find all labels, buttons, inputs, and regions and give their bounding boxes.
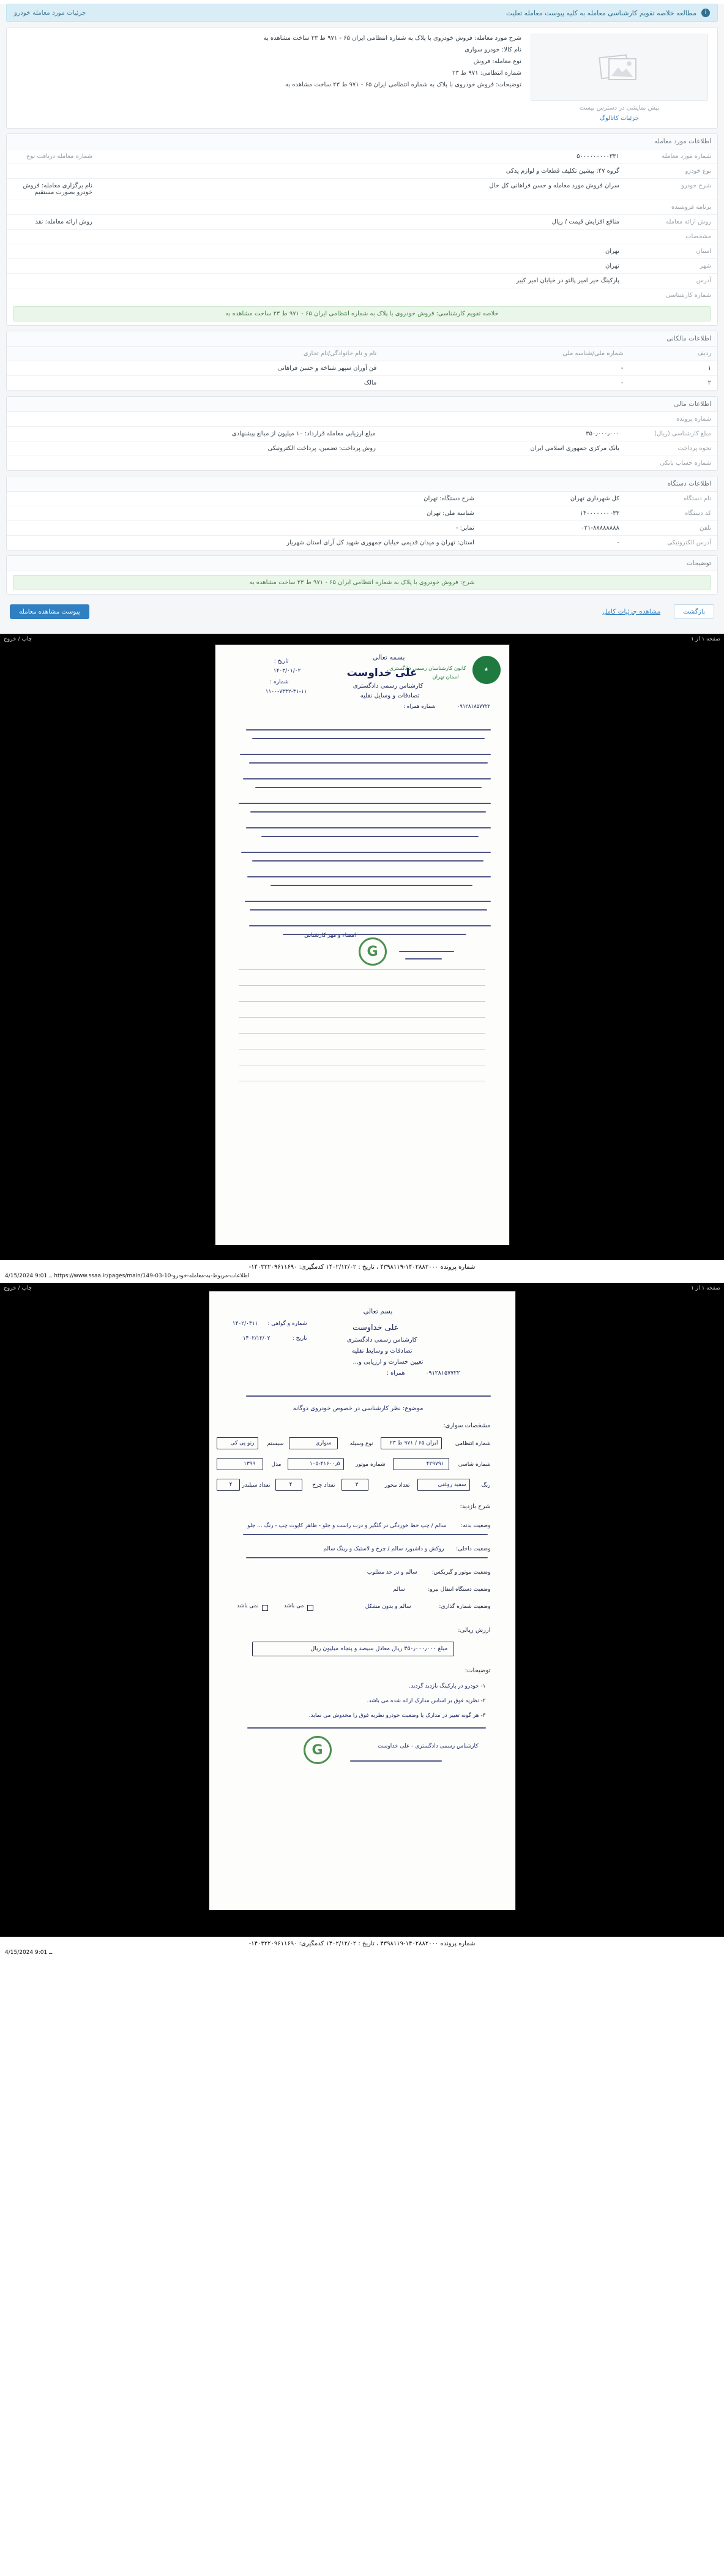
engine-condition-label: وضعیت موتور و گیربکس: bbox=[431, 1569, 491, 1575]
table-row bbox=[7, 288, 717, 303]
row-value-2: شرح دستگاه: تهران bbox=[7, 492, 480, 506]
print-url-caption-2: 4/15/2024 9:01 ــ bbox=[0, 1948, 724, 1959]
date-label-2: تاریخ : bbox=[292, 1335, 307, 1342]
cell: - bbox=[383, 361, 629, 376]
field-box-8[interactable] bbox=[275, 1479, 302, 1491]
field-label-6: رنگ bbox=[481, 1482, 491, 1489]
table-row bbox=[7, 200, 717, 215]
row-value: ۵۰۰۰۰۰۰۰۰۰۳۳۱ bbox=[99, 149, 625, 164]
section-title: توضیحات bbox=[7, 556, 717, 571]
row-value: ۱۴۰۰۰۰۰۰۰۰۳۳ bbox=[480, 506, 625, 521]
section-title: اطلاعات مورد معامله bbox=[7, 134, 717, 149]
remarks-note: شرح: فروش خودروی با پلاک به شماره انتظامی ایران ۶۵ - ۹۷۱ ط ۲۳ ساخت مشاهده به bbox=[13, 575, 711, 590]
note-item: ۱- خودرو در پارکینگ بازدید گردید. bbox=[409, 1683, 486, 1689]
expert-role-2-2: تصادفات و وسایط نقلیه bbox=[351, 1348, 412, 1354]
row-key: شماره کارشناسی bbox=[665, 292, 711, 299]
notice-text: مطالعه خلاصه تقویم کارشناسی معامله به کلیه پیوست معامله تعلیت bbox=[506, 9, 696, 17]
row-key: کد دستگاه bbox=[625, 506, 717, 521]
thumbnail-column bbox=[528, 34, 711, 122]
image-placeholder-icon bbox=[531, 34, 708, 101]
expert-name: علی خداوست bbox=[346, 667, 417, 679]
summary-card bbox=[6, 27, 718, 129]
row-value bbox=[7, 200, 625, 215]
row-value: سران فروش مورد معامله و حسن فراهانی کل حال bbox=[99, 179, 625, 200]
app-page bbox=[0, 4, 724, 634]
print-footer-2 bbox=[0, 1937, 724, 1959]
field-label-1: نوع وسیله bbox=[349, 1441, 373, 1447]
expert-summary-note: خلاصه تقویم کارشناسی: فروش خودروی با پلاک به شماره انتظامی ایران ۶۵ - ۹۷۱ ط ۲۳ ساخت مشاهده به bbox=[13, 306, 711, 321]
print-label[interactable]: چاپ / خروج bbox=[4, 636, 32, 642]
registration-condition-label: وضعیت شماره گذاری: bbox=[439, 1604, 491, 1610]
thumbnail-caption: پیش نمایشی در دسترس نیست bbox=[579, 105, 660, 111]
number-label-2: شماره و گواهی : bbox=[267, 1321, 307, 1327]
financial-table bbox=[7, 412, 717, 470]
drivetrain-condition-value: سالم bbox=[393, 1587, 405, 1593]
viewer-toolbar-left[interactable] bbox=[4, 636, 32, 642]
checkbox-yes[interactable] bbox=[307, 1605, 313, 1611]
table-row bbox=[7, 230, 717, 244]
row-value: تهران bbox=[7, 259, 625, 274]
row-key: مبلغ کارشناسی (ریال) bbox=[625, 427, 717, 441]
expert-role-1-2: کارشناس رسمی دادگستری bbox=[346, 1337, 417, 1343]
notes-label: توضیحات: bbox=[465, 1667, 491, 1674]
section-transaction-info bbox=[6, 133, 718, 326]
cell: - bbox=[383, 376, 629, 391]
scanned-page-2 bbox=[209, 1291, 515, 1910]
table-row bbox=[7, 164, 717, 179]
field-value-1: سواری bbox=[315, 1440, 332, 1446]
handwritten-body bbox=[215, 724, 509, 1067]
owners-table bbox=[7, 347, 717, 391]
table-row bbox=[7, 506, 717, 521]
date-label: تاریخ : bbox=[274, 658, 289, 664]
field-box-5[interactable] bbox=[217, 1458, 263, 1470]
row-value: ۳۵۰٫۰۰۰٫۰۰۰ bbox=[382, 427, 625, 441]
row-value: تهران bbox=[7, 244, 625, 259]
number-label: شماره : bbox=[270, 679, 289, 685]
row-key: آدرس الکترونیکی bbox=[667, 539, 711, 546]
registration-condition-value: سالم و بدون مشکل bbox=[365, 1604, 411, 1610]
cell: ۲ bbox=[630, 376, 717, 391]
body-condition-value: سالم / چپ خط خوردگی در گلگیر و درب راست و جلو - ظاهر کاپوت چپ - رنگ ... جلو bbox=[247, 1523, 447, 1529]
field-value-5: ۱۳۹۹ bbox=[244, 1461, 256, 1467]
page-indicator: صفحه ۱ از ۱ bbox=[691, 1285, 720, 1291]
viewer-toolbar-left-2[interactable] bbox=[4, 1285, 32, 1291]
row-key: برنامه فروشنده bbox=[625, 200, 717, 215]
checkbox-no[interactable] bbox=[262, 1605, 268, 1611]
table-row bbox=[7, 441, 717, 456]
expert-role-2: تصادفات و وسایل نقلیه bbox=[360, 693, 420, 699]
row-key: مشخصات bbox=[625, 230, 717, 244]
row-value-2: روش ارائه معامله: نقد bbox=[7, 215, 99, 230]
field-value-3: ۴۲۹۷۹۱ bbox=[426, 1461, 444, 1467]
row-value bbox=[7, 288, 625, 303]
page-indicator: صفحه ۱ از ۱ bbox=[691, 636, 720, 642]
table-row bbox=[7, 456, 717, 471]
value-label: ارزش ریالی: bbox=[458, 1627, 491, 1634]
field-label-3: شماره شاسی bbox=[458, 1462, 491, 1468]
row-value: بانک مرکزی جمهوری اسلامی ایران bbox=[382, 441, 625, 456]
column-header: نام و نام خانوادگی/نام تجاری bbox=[7, 347, 383, 361]
summary-line: نام کالا: خودرو سواری bbox=[465, 47, 521, 53]
cell: ۱ bbox=[630, 361, 717, 376]
field-box-9[interactable] bbox=[217, 1479, 240, 1491]
subject-text: موضوع: نظر کارشناسی در خصوص خودروی دوگانه bbox=[293, 1405, 424, 1412]
row-value-2: روش پرداخت: تضمین، پرداخت الکترونیکی bbox=[7, 441, 382, 456]
expert-name-2: علی خداوست bbox=[353, 1323, 399, 1332]
field-box-7[interactable] bbox=[341, 1479, 368, 1491]
row-value: - bbox=[617, 539, 619, 546]
inspection-label: شرح بازدید: bbox=[460, 1503, 491, 1510]
row-value-2: نمابر: - bbox=[7, 521, 480, 536]
row-key: آدرس bbox=[625, 274, 717, 288]
table-row bbox=[7, 492, 717, 506]
signature-label: امضاء و مهر کارشناس bbox=[304, 933, 356, 939]
row-key: شماره حساب بانکی bbox=[660, 460, 711, 467]
case-number-caption-2: شماره پرونده ۱۴۰۲۸۸۲۰۰۰-۴۳۹۸۱۱۹ ، تاریخ : ۱۴۰۲/۱۲/۰۲ کدمگیری: ۱۴۰۳۲۲۰۹۶۱۱۶۹۰- bbox=[0, 1937, 724, 1948]
official-stamp: G bbox=[359, 937, 387, 966]
drivetrain-condition-label: وضعیت دستگاه انتقال نیرو: bbox=[428, 1587, 491, 1593]
view-full-details-link[interactable]: مشاهده جزئیات کامل bbox=[602, 608, 661, 615]
phone-value-2: ۰۹۱۲۸۱۵۷۷۲۲ bbox=[425, 1370, 460, 1376]
section-title: اطلاعات مالی bbox=[7, 397, 717, 412]
row-key: روش ارائه معامله bbox=[625, 215, 717, 230]
table-row bbox=[7, 244, 717, 259]
section-title: اطلاعات دستگاه bbox=[7, 476, 717, 492]
notice-title: جزئیات مورد معامله خودرو bbox=[14, 9, 86, 17]
row-value-2: مبلغ ارزیابی معامله قرارداد: ۱۰ میلیون از مبالغ پیشنهادی bbox=[7, 427, 382, 441]
number-value: ۱۱۰۰-۷۳۳۲-۳۱-۱۱ bbox=[265, 689, 307, 695]
row-value: پارکینگ خیر امیر پالتو در خیابان امیر کبیر bbox=[7, 274, 625, 288]
table-row bbox=[7, 412, 717, 427]
cell: مالک bbox=[7, 376, 383, 391]
date-value-2: ۱۴۰۲/۱۲/۰۲ bbox=[242, 1335, 271, 1342]
interior-condition-value: روکش و داشبورد سالم / چرخ و لاستیک و رینگ سالم bbox=[323, 1546, 444, 1552]
page-footer bbox=[0, 599, 724, 628]
row-key: شماره مورد معامله bbox=[625, 149, 717, 164]
row-value bbox=[7, 456, 625, 471]
field-label-5: مدل bbox=[271, 1462, 282, 1468]
field-label-9: تعداد سیلندر bbox=[242, 1482, 271, 1489]
row-value bbox=[7, 230, 625, 244]
row-key: استان bbox=[625, 244, 717, 259]
number-value-2: ۱۴۰۲/۰۳۱۱ bbox=[232, 1321, 258, 1327]
summary-line: توضیحات: فروش خودروی با پلاک به شماره انتظامی ایران ۶۵ - ۹۷۱ ط ۲۳ ساخت مشاهده به bbox=[285, 81, 521, 88]
organization-logo-icon: ★ bbox=[472, 656, 501, 684]
table-row bbox=[7, 376, 717, 391]
column-header: شماره ملی/شناسه ملی bbox=[383, 347, 629, 361]
transaction-info-table bbox=[7, 149, 717, 302]
organization-name-2: استان تهران bbox=[432, 674, 459, 680]
note-item: ۲- نظریه فوق بر اساس مدارک ارائه شده می باشد. bbox=[367, 1698, 486, 1704]
cell: فن آوران سپهر شناخه و حسن فراهانی bbox=[7, 361, 383, 376]
field-value-6: سفید روغنی bbox=[438, 1482, 466, 1488]
summary-line: شماره انتظامی: ۹۷۱ ط ۲۳ bbox=[452, 70, 521, 77]
catalog-details-link[interactable]: جزئیات کاتالوگ bbox=[600, 115, 639, 122]
print-footer-1 bbox=[0, 1260, 724, 1283]
row-value-2: نام برگزاری معامله: فروش خودرو بصورت مستقیم bbox=[7, 179, 99, 200]
document-viewer-2[interactable] bbox=[0, 1283, 724, 1959]
field-value-4: ۱۰۵-۴١۶۰۰٫۵ bbox=[309, 1461, 340, 1467]
row-value: ۰۲۱-۸۸۸۸۸۸۸۸ bbox=[480, 521, 625, 536]
phone-label: شماره همراه : bbox=[403, 704, 436, 710]
field-value-7: ۳ bbox=[355, 1482, 359, 1488]
row-key: شرح خودرو bbox=[625, 179, 717, 200]
official-stamp-2: G bbox=[304, 1736, 332, 1764]
date-value: ۱۴۰۳/۰۱/۰۲ bbox=[273, 668, 301, 674]
table-row bbox=[7, 361, 717, 376]
table-row bbox=[7, 259, 717, 274]
field-label-4: شماره موتور bbox=[356, 1462, 386, 1468]
row-key: نحوه پرداخت bbox=[625, 441, 717, 456]
field-label-0: شماره انتظامی bbox=[455, 1441, 491, 1447]
section-remarks bbox=[6, 555, 718, 595]
field-label-2: سیستم bbox=[267, 1441, 284, 1447]
row-value-2: شناسه ملی: تهران bbox=[7, 506, 480, 521]
row-key: نوع خودرو bbox=[625, 164, 717, 179]
phone-value: ۰۹۱۲۸۱۸۵۷۷۲۲ bbox=[457, 704, 491, 710]
summary-line: شرح مورد معامله: فروش خودروی با پلاک به شماره انتظامی ایران ۶۵ - ۹۷۱ ط ۲۳ ساخت مشاهده به bbox=[263, 35, 521, 42]
table-row bbox=[7, 427, 717, 441]
summary-info bbox=[13, 34, 521, 122]
phone-label-2: همراه : bbox=[386, 1370, 405, 1376]
table-row bbox=[7, 179, 717, 200]
section-financial bbox=[6, 396, 718, 471]
bismillah-text-2: بسم تعالی bbox=[363, 1307, 393, 1315]
field-label-8: تعداد چرخ bbox=[312, 1482, 335, 1489]
row-value-2: استان: تهران و میدان قدیمی خیابان جمهوری شهید کل آرای استان شهریار bbox=[286, 539, 474, 546]
table-row bbox=[7, 536, 717, 550]
value-text: مبلغ ۳۵۰٫۰۰۰٫۰۰۰ ریال معادل سیصد و پنجاه میلیون ریال bbox=[310, 1645, 448, 1652]
table-row bbox=[7, 521, 717, 536]
scanned-page-1 bbox=[215, 645, 509, 1245]
back-button[interactable]: بازگشت bbox=[674, 604, 714, 619]
row-key: تلفن bbox=[625, 521, 717, 536]
table-row bbox=[7, 215, 717, 230]
column-header: ردیف bbox=[630, 347, 717, 361]
attach-transaction-button[interactable]: پیوست مشاهده معامله bbox=[10, 604, 89, 619]
field-label-7: تعداد محور bbox=[384, 1482, 410, 1489]
body-condition-label: وضعیت بدنه: bbox=[461, 1523, 491, 1529]
field-value-2: رنو پی کی bbox=[230, 1440, 255, 1446]
checkbox-yes-label: می باشد bbox=[283, 1603, 304, 1609]
print-label[interactable]: چاپ / خروج bbox=[4, 1285, 32, 1291]
section-organization bbox=[6, 476, 718, 550]
section-owners bbox=[6, 331, 718, 391]
interior-condition-label: وضعیت داخلی: bbox=[456, 1546, 491, 1552]
row-value: کل شهرداری تهران bbox=[480, 492, 625, 506]
row-value: منافع افزایش قیمت / ریال bbox=[99, 215, 625, 230]
row-value: گروه ۴۷: پیشین تکلیف قطعات و لوازم یدکی bbox=[7, 164, 625, 179]
notice-banner bbox=[6, 4, 718, 22]
table-row bbox=[7, 149, 717, 164]
signature-label-2: کارشناس رسمی دادگستری - علی خداوست bbox=[378, 1743, 479, 1749]
summary-line: نوع معامله: فروش bbox=[473, 58, 521, 65]
row-key: شماره پرونده bbox=[625, 412, 717, 427]
checkbox-no-label: نمی باشد bbox=[236, 1603, 259, 1609]
table-header-row bbox=[7, 347, 717, 361]
bismillah-text: بسمه تعالی bbox=[372, 653, 405, 661]
document-viewer-1[interactable] bbox=[0, 634, 724, 1283]
note-item: ۳- هر گونه تغییر در مدارک یا وضعیت خودرو نظریه فوق را مخدوش می نماید. bbox=[308, 1713, 486, 1719]
case-number-caption: شماره پرونده ۱۴۰۲۸۸۲۰۰۰-۴۳۹۸۱۱۹ ، تاریخ : ۱۴۰۲/۱۲/۰۲ کدمگیری: ۱۴۰۳۲۲۰۹۶۱۱۶۹۰- bbox=[0, 1260, 724, 1272]
field-value-9: ۴ bbox=[229, 1482, 233, 1488]
organization-table bbox=[7, 492, 717, 550]
field-value-8: ۴ bbox=[289, 1482, 293, 1488]
info-icon: i bbox=[701, 9, 710, 17]
spec-title: مشخصات سواری: bbox=[443, 1422, 491, 1429]
viewer-toolbar-right-2 bbox=[691, 1285, 720, 1291]
expert-role-3-2: تعیین خسارت و ارزیابی و... bbox=[353, 1359, 424, 1365]
field-value-0: ایران ۶۵ / ۹۷۱ ط ۲۳ bbox=[389, 1440, 438, 1446]
organization-name-1: کانون کارشناسان رسمی دادگستری bbox=[389, 666, 466, 672]
section-title: اطلاعات مالکانی bbox=[7, 331, 717, 347]
row-key: شهر bbox=[625, 259, 717, 274]
viewer-toolbar-right bbox=[691, 636, 720, 642]
table-row bbox=[7, 274, 717, 288]
row-key-2: شماره معامله دریافت نوع bbox=[7, 149, 99, 164]
print-url-caption: 4/15/2024 9:01 ــ https://www.ssaa.ir/pages/main/149-03-10-اطلاعات-مربوط-به-معامله-خودرو bbox=[0, 1272, 724, 1283]
expert-role-1: کارشناس رسمی دادگستری bbox=[353, 683, 424, 689]
row-key: نام دستگاه bbox=[625, 492, 717, 506]
row-value bbox=[7, 412, 625, 427]
engine-condition-value: سالم و در حد مطلوب bbox=[367, 1569, 417, 1575]
